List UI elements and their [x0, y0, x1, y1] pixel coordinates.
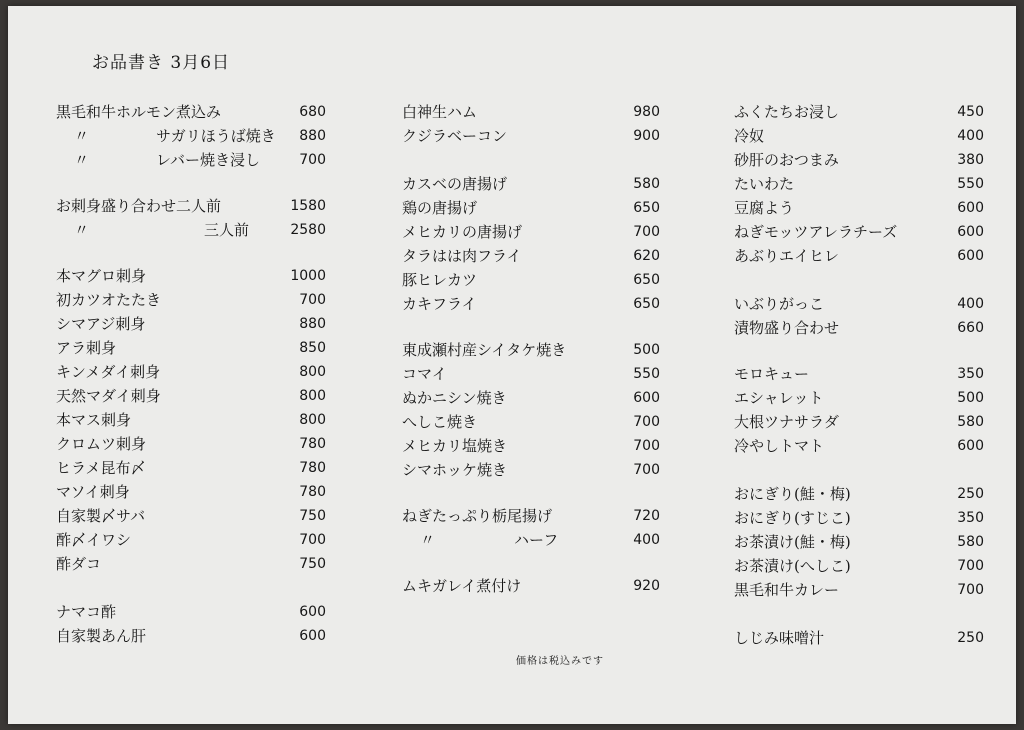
menu-title: お品書き 3月6日	[92, 53, 231, 73]
menu-item-name: マソイ刺身	[56, 483, 130, 501]
menu-item-price: 750	[299, 508, 326, 524]
menu-item	[734, 362, 984, 386]
menu-item-name: メヒカリの唐揚げ	[402, 223, 523, 241]
menu-item-price: 400	[633, 532, 660, 548]
menu-item-name: ヒラメ昆布〆	[56, 459, 146, 477]
menu-item-name: メヒカリ塩焼き	[402, 437, 508, 455]
menu-item-price: 650	[633, 200, 660, 216]
menu-item	[734, 506, 984, 530]
menu-item-price: 720	[633, 508, 660, 524]
tax-note: 価格は税込みです	[516, 656, 604, 667]
menu-item-price: 800	[299, 412, 326, 428]
menu-item	[56, 194, 326, 218]
menu-item-name-rest: ハーフ	[514, 531, 559, 549]
menu-item-price: 700	[299, 532, 326, 548]
menu-item-name: お刺身盛り合わせ二人前	[56, 197, 222, 215]
menu-item-price: 250	[957, 630, 984, 646]
menu-item	[734, 196, 984, 220]
menu-item-price: 780	[299, 436, 326, 452]
menu-item-name	[56, 218, 250, 242]
menu-item-price: 900	[633, 128, 660, 144]
menu-item	[56, 504, 326, 528]
menu-item-name: カキフライ	[402, 295, 477, 313]
menu-item-price: 780	[299, 484, 326, 500]
menu-item-name: 冷奴	[734, 127, 765, 145]
menu-item	[734, 172, 984, 196]
menu-item-name: ナマコ酢	[56, 603, 117, 621]
menu-item-price: 600	[957, 248, 984, 264]
menu-item	[402, 292, 660, 316]
menu-item-price: 1000	[290, 268, 326, 284]
menu-item	[734, 410, 984, 434]
menu-item	[56, 100, 326, 124]
menu-item-name: しじみ味噌汁	[734, 629, 825, 647]
menu-item-name: ムキガレイ煮付け	[402, 577, 522, 595]
menu-item-price: 380	[957, 152, 984, 168]
menu-item-name: クジラベーコン	[402, 127, 508, 145]
menu-item-name: クロムツ刺身	[56, 435, 147, 453]
menu-item-name: ぬかニシン焼き	[402, 389, 507, 407]
menu-item-price: 680	[299, 104, 326, 120]
menu-item-price: 350	[957, 510, 984, 526]
menu-item-price: 800	[299, 388, 326, 404]
menu-item-name: ねぎたっぷり栃尾揚げ	[402, 507, 553, 525]
menu-item-name: 自家製あん肝	[56, 627, 147, 645]
menu-item	[56, 312, 326, 336]
menu-item-price: 400	[957, 128, 984, 144]
menu-item-name: お茶漬け(へしこ)	[734, 557, 851, 575]
ditto-mark: 〃	[420, 531, 436, 549]
menu-item	[734, 244, 984, 268]
menu-item	[56, 218, 326, 242]
menu-item-price: 600	[299, 628, 326, 644]
menu-item-name: 白神生ハム	[402, 103, 478, 121]
menu-item-price: 580	[957, 414, 984, 430]
menu-item-price: 700	[957, 582, 984, 598]
menu-item-name: 豆腐よう	[734, 199, 795, 217]
menu-item	[56, 600, 326, 624]
menu-item-name: 天然マダイ刺身	[56, 387, 161, 405]
menu-item-price: 600	[633, 390, 660, 406]
menu-item-price: 700	[633, 224, 660, 240]
menu-item	[734, 578, 984, 602]
menu-item-name: 鶏の唐揚げ	[402, 199, 478, 217]
menu-item	[402, 100, 660, 124]
menu-item-name: エシャレット	[734, 389, 824, 407]
menu-item-name: 本マス刺身	[56, 411, 132, 429]
menu-item	[734, 124, 984, 148]
menu-item	[734, 292, 984, 316]
menu-item-name: 黒毛和牛ホルモン煮込み	[56, 103, 222, 121]
menu-item-price: 880	[299, 316, 326, 332]
menu-item	[56, 124, 326, 148]
menu-item-name: ねぎモッツアレラチーズ	[734, 223, 898, 241]
menu-item-name: 本マグロ刺身	[56, 267, 147, 285]
menu-item-name	[402, 528, 559, 552]
menu-item-price: 450	[957, 104, 984, 120]
menu-item	[56, 624, 326, 648]
menu-item-price: 660	[957, 320, 984, 336]
menu-item-name: 大根ツナサラダ	[734, 413, 839, 431]
menu-item-price: 650	[633, 272, 660, 288]
menu-item	[56, 148, 326, 172]
menu-item-price: 700	[633, 462, 660, 478]
menu-item-price: 800	[299, 364, 326, 380]
menu-item-name: 初カツオたたき	[56, 291, 162, 309]
ditto-mark: 〃	[74, 221, 90, 239]
menu-item-price: 650	[633, 296, 660, 312]
menu-item-name: タラはは肉フライ	[402, 247, 522, 265]
menu-item-name-rest: レバー焼き浸し	[156, 151, 260, 169]
menu-item	[56, 408, 326, 432]
menu-item-price: 780	[299, 460, 326, 476]
menu-item	[56, 264, 326, 288]
menu-item	[56, 528, 326, 552]
menu-item-price: 600	[299, 604, 326, 620]
menu-item-price: 400	[957, 296, 984, 312]
menu-item	[402, 386, 660, 410]
menu-item	[56, 360, 326, 384]
menu-item-name: 自家製〆サバ	[56, 507, 146, 525]
menu-item-price: 580	[957, 534, 984, 550]
menu-item-name: 東成瀬村産シイタケ焼き	[402, 341, 567, 359]
menu-item-name-rest: 三人前	[204, 221, 250, 239]
menu-item-price: 600	[957, 224, 984, 240]
menu-sheet	[8, 6, 1016, 724]
menu-item-price: 700	[633, 438, 660, 454]
menu-item-name: お茶漬け(鮭・梅)	[734, 533, 851, 551]
menu-item	[402, 434, 660, 458]
menu-item-name	[56, 124, 276, 148]
menu-item	[402, 268, 660, 292]
menu-item-price: 550	[957, 176, 984, 192]
menu-item-name: 黒毛和牛カレー	[734, 581, 840, 599]
menu-item-price: 250	[957, 486, 984, 502]
menu-item	[402, 504, 660, 528]
menu-item	[734, 626, 984, 650]
menu-item-name: いぶりがっこ	[734, 295, 825, 313]
menu-item	[56, 336, 326, 360]
menu-item	[734, 434, 984, 458]
menu-item-name: コマイ	[402, 365, 447, 383]
menu-item-price: 500	[957, 390, 984, 406]
menu-item-price: 500	[633, 342, 660, 358]
menu-item-price: 750	[299, 556, 326, 572]
menu-item-price: 920	[633, 578, 660, 594]
menu-item-price: 700	[957, 558, 984, 574]
menu-item-name: あぶりエイヒレ	[734, 247, 840, 265]
menu-item	[402, 362, 660, 386]
menu-item-name-rest: サガリほうば焼き	[156, 127, 276, 145]
menu-item	[734, 220, 984, 244]
menu-item-name: モロキュー	[734, 365, 810, 383]
menu-item-price: 700	[299, 152, 326, 168]
menu-item-price: 350	[957, 366, 984, 382]
menu-item-name: 漬物盛り合わせ	[734, 319, 840, 337]
menu-item-name: カスベの唐揚げ	[402, 175, 508, 193]
menu-item-price: 880	[299, 128, 326, 144]
menu-item	[402, 172, 660, 196]
menu-item-price: 850	[299, 340, 326, 356]
menu-item	[402, 574, 660, 598]
menu-item	[734, 554, 984, 578]
menu-item-price: 600	[957, 200, 984, 216]
menu-item-name: 冷やしトマト	[734, 437, 825, 455]
menu-item	[402, 528, 660, 552]
menu-item-price: 620	[633, 248, 660, 264]
menu-item-name: おにぎり(すじこ)	[734, 509, 851, 527]
menu-item	[402, 410, 660, 434]
menu-item	[734, 386, 984, 410]
menu-item-price: 700	[299, 292, 326, 308]
menu-item-name: たいわた	[734, 175, 795, 193]
menu-item	[56, 288, 326, 312]
menu-item	[734, 530, 984, 554]
menu-item	[734, 316, 984, 340]
menu-item-name: 豚ヒレカツ	[402, 271, 478, 289]
menu-item	[56, 432, 326, 456]
menu-item	[56, 384, 326, 408]
menu-item	[402, 124, 660, 148]
menu-item-name	[56, 148, 260, 172]
menu-item-name: シマアジ刺身	[56, 315, 146, 333]
menu-item-name: おにぎり(鮭・梅)	[734, 485, 851, 503]
menu-item-price: 980	[633, 104, 660, 120]
menu-item	[402, 458, 660, 482]
menu-item-name: 砂肝のおつまみ	[734, 151, 839, 169]
menu-item-price: 600	[957, 438, 984, 454]
menu-item	[734, 148, 984, 172]
menu-item-name: アラ刺身	[56, 339, 117, 357]
menu-item	[734, 482, 984, 506]
menu-item-price: 550	[633, 366, 660, 382]
menu-item	[402, 220, 660, 244]
menu-item	[56, 456, 326, 480]
menu-item-name: 酢〆イワシ	[56, 531, 132, 549]
menu-item	[402, 196, 660, 220]
menu-item-name: ふくたちお浸し	[734, 103, 840, 121]
ditto-mark: 〃	[74, 127, 90, 145]
menu-item-name: キンメダイ刺身	[56, 363, 161, 381]
menu-item	[402, 244, 660, 268]
menu-item	[734, 100, 984, 124]
menu-item	[56, 552, 326, 576]
menu-item	[56, 480, 326, 504]
menu-item-name: へしこ焼き	[402, 413, 478, 431]
menu-item-price: 1580	[290, 198, 326, 214]
ditto-mark: 〃	[74, 151, 90, 169]
menu-item-price: 580	[633, 176, 660, 192]
menu-item-name: 酢ダコ	[56, 555, 102, 573]
menu-item-price: 700	[633, 414, 660, 430]
menu-item-price: 2580	[290, 222, 326, 238]
menu-item	[402, 338, 660, 362]
menu-item-name: シマホッケ焼き	[402, 461, 508, 479]
